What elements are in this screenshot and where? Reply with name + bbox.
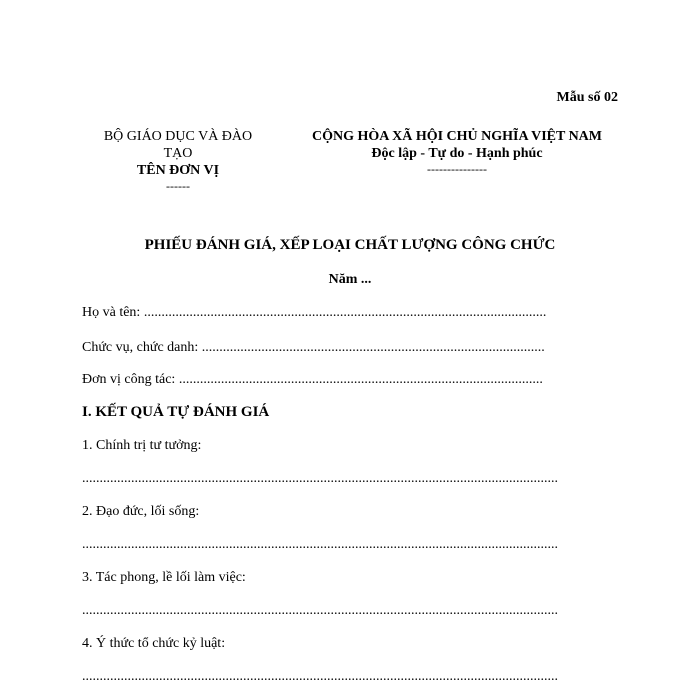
year-line: Năm ... [328, 272, 372, 287]
item-label: 1. Chính trị tư tưởng: [82, 438, 202, 453]
right-header-rule: --------------- [427, 162, 487, 176]
unit-field: Đơn vị công tác: ........................................................................................................ [82, 372, 543, 387]
ministry-name-line2: TẠO [163, 146, 193, 161]
name-field: Họ và tên: ................................................................................................................... [82, 305, 547, 320]
form-number: Mẫu số 02 [556, 90, 618, 105]
unit-name: TÊN ĐƠN VỊ [136, 163, 220, 178]
fill-in-dots: ........................................................................................................................................ [82, 603, 558, 618]
ministry-name-line1: BỘ GIÁO DỤC VÀ ĐÀO [103, 129, 253, 144]
section-heading: I. KẾT QUẢ TỰ ĐÁNH GIÁ [82, 404, 270, 420]
fill-in-dots: ........................................................................................................................................ [82, 471, 558, 486]
fill-in-dots: ........................................................................................................................................ [82, 537, 558, 552]
document-title: PHIẾU ĐÁNH GIÁ, XẾP LOẠI CHẤT LƯỢNG CÔNG CHỨC [144, 237, 556, 253]
fill-in-dots: ........................................................................................................................................ [82, 669, 558, 684]
left-header-rule: ------ [166, 179, 190, 193]
item-label: 4. Ý thức tổ chức kỷ luật: [82, 636, 226, 651]
national-motto: Độc lập - Tự do - Hạnh phúc [371, 146, 543, 161]
item-label: 2. Đạo đức, lối sống: [82, 504, 200, 519]
national-header [282, 128, 632, 176]
nation-name: CỘNG HÒA XÃ HỘI CHỦ NGHĨA VIỆT NAM [311, 129, 602, 144]
issuing-agency-header [88, 128, 268, 193]
item-label: 3. Tác phong, lề lối làm việc: [82, 570, 246, 585]
position-field: Chức vụ, chức danh: .................................................................................................. [82, 340, 545, 355]
